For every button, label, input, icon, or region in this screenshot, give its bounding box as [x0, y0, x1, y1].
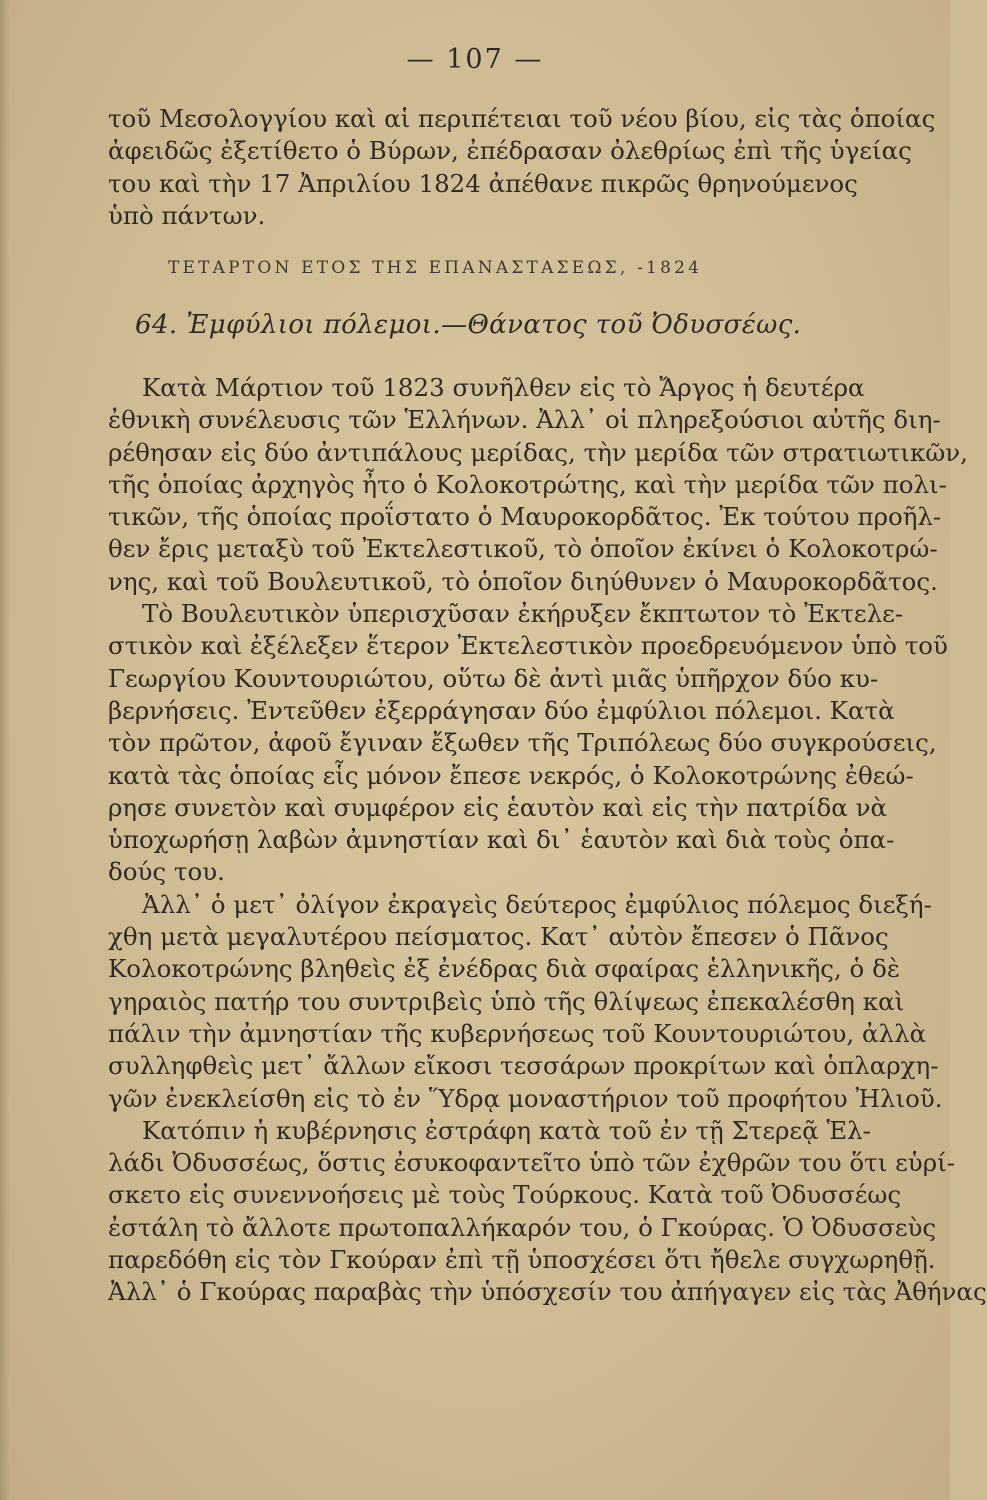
text-line: πάλιν τὴν ἀμνηστίαν τῆς κυβερνήσεως τοῦ Κουντουριώτου, ἀλλὰ	[108, 1018, 927, 1048]
section-heading: ΤΕΤΑΡΤΟΝ ΕΤΟΣ ΤΗΣ ΕΠΑΝΑΣΤΑΣΕΩΣ, -1824	[168, 258, 703, 278]
text-line: ρησε συνετὸν καὶ συμφέρον εἰς ἑαυτὸν καὶ εἰς τὴν πατρίδα νὰ	[108, 792, 888, 822]
text-line: ὑπὸ πάντων.	[108, 200, 266, 230]
text-line: ἐστάλη τὸ ἄλλοτε πρωτοπαλλήκαρόν του, ὁ Γκούρας. Ὁ Ὀδυσσεὺς	[108, 1212, 937, 1242]
text-line: σκετο εἰς συνεννοήσεις μὲ τοὺς Τούρκους. Κατὰ τοῦ Ὀδυσσέως	[108, 1180, 902, 1210]
text-line: παρεδόθη εἰς τὸν Γκούραν ἐπὶ τῇ ὑποσχέσει ὅτι ἤθελε συγχωρηθῇ.	[108, 1245, 936, 1275]
chapter-body	[108, 372, 987, 1309]
text-line: δούς του.	[108, 857, 225, 887]
text-line: λάδι Ὀδυσσέως, ὅστις ἐσυκοφαντεῖτο ὑπὸ τῶν ἐχθρῶν του ὅτι εὑρί-	[108, 1148, 955, 1178]
text-line: στικὸν καὶ ἐξέλεξεν ἕτερον Ἐκτελεστικὸν προεδρευόμενον ὑπὸ τοῦ	[108, 631, 948, 661]
text-line: Γεωργίου Κουντουριώτου, οὕτω δὲ ἀντὶ μιᾶς ὑπῆρχον δύο κυ-	[108, 663, 879, 693]
text-line: τῆς ὁποίας ἀρχηγὸς ἦτο ὁ Κολοκοτρώτης, καὶ τὴν μερίδα τῶν πολι-	[108, 469, 947, 499]
text-line: ὑποχωρήσῃ λαβὼν ἀμνηστίαν καὶ δι᾿ ἑαυτὸν καὶ διὰ τοὺς ὀπα-	[108, 825, 895, 855]
text-line: ρέθησαν εἰς δύο ἀντιπάλους μερίδας, τὴν μερίδα τῶν στρατιωτικῶν,	[108, 437, 968, 467]
text-line: τοῦ Μεσολογγίου καὶ αἱ περιπέτειαι τοῦ νέου βίου, εἰς τὰς ὁποίας	[108, 104, 936, 133]
text-line: Ἀλλ᾿ ὁ μετ᾿ ὀλίγον ἐκραγεὶς δεύτερος ἐμφύλιος πόλεμος διεξή-	[142, 889, 932, 919]
text-line: ἀφειδῶς ἐξετίθετο ὁ Βύρων, ἐπέδρασαν ὀλεθρίως ἐπὶ τῆς ὑγείας	[108, 136, 912, 166]
text-line: Τὸ Βουλευτικὸν ὑπερισχῦσαν ἐκήρυξεν ἔκπτωτον τὸ Ἐκτελε-	[142, 599, 904, 629]
text-line: θεν ἔρις μεταξὺ τοῦ Ἐκτελεστικοῦ, τὸ ὁποῖον ἐκίνει ὁ Κολοκοτρώ-	[108, 534, 938, 564]
text-line: κατὰ τὰς ὁποίας εἷς μόνον ἔπεσε νεκρός, ὁ Κολοκοτρώνης ἐθεώ-	[108, 760, 914, 790]
text-line: νης, καὶ τοῦ Βουλευτικοῦ, τὸ ὁποῖον διηύθυνεν ὁ Μαυροκορδᾶτος.	[108, 566, 938, 596]
text-line: βερνήσεις. Ἐντεῦθεν ἐξερράγησαν δύο ἐμφύλιοι πόλεμοι. Κατὰ	[108, 695, 895, 725]
text-line: ἐθνικὴ συνέλευσις τῶν Ἑλλήνων. Ἀλλ᾿ οἱ πληρεξούσιοι αὐτῆς διη-	[108, 405, 941, 435]
text-line: γῶν ἐνεκλείσθη εἰς τὸ ἐν Ὕδρᾳ μοναστήριον τοῦ προφήτου Ἠλιοῦ.	[108, 1083, 943, 1113]
text-line: συλληφθεὶς μετ᾿ ἄλλων εἴκοσι τεσσάρων προκρίτων καὶ ὁπλαρχη-	[108, 1051, 939, 1081]
text-line: γηραιὸς πατήρ του συντριβεὶς ὑπὸ τῆς θλίψεως ἐπεκαλέσθη καὶ	[108, 986, 905, 1016]
chapter-title: 64. Ἐμφύλιοι πόλεμοι.—Θάνατος τοῦ Ὀδυσσέως.	[135, 310, 802, 340]
text-line: Κατόπιν ἡ κυβέρνησις ἐστράφη κατὰ τοῦ ἐν τῇ Στερεᾷ Ἑλ-	[142, 1115, 871, 1145]
page-edge-shadow	[0, 0, 10, 1500]
text-line: Κολοκοτρώνης βληθεὶς ἐξ ἐνέδρας διὰ σφαίρας ἑλληνικῆς, ὁ δὲ	[108, 954, 900, 984]
text-line: Ἀλλ᾿ ὁ Γκούρας παραβὰς τὴν ὑπόσχεσίν του ἀπήγαγεν εἰς τὰς Ἀθήνας	[108, 1277, 987, 1307]
page-number: — 107 —	[406, 44, 544, 75]
text-line: Κατὰ Μάρτιον τοῦ 1823 συνῆλθεν εἰς τὸ Ἄργος ἡ δευτέρα	[142, 373, 865, 402]
text-line: τὸν πρῶτον, ἀφοῦ ἔγιναν ἔξωθεν τῆς Τριπόλεως δύο συγκρούσεις,	[108, 728, 937, 758]
intro-paragraph	[108, 103, 936, 232]
text-line: του καὶ τὴν 17 Ἀπριλίου 1824 ἀπέθανε πικρῶς θρηνούμενος	[108, 168, 858, 198]
text-line: τικῶν, τῆς ὁποίας προΐστατο ὁ Μαυροκορδᾶτος. Ἐκ τούτου προῆλ-	[108, 502, 942, 532]
text-line: χθη μετὰ μεγαλυτέρου πείσματος. Κατ᾿ αὐτὸν ἔπεσεν ὁ Πᾶνος	[108, 922, 889, 952]
